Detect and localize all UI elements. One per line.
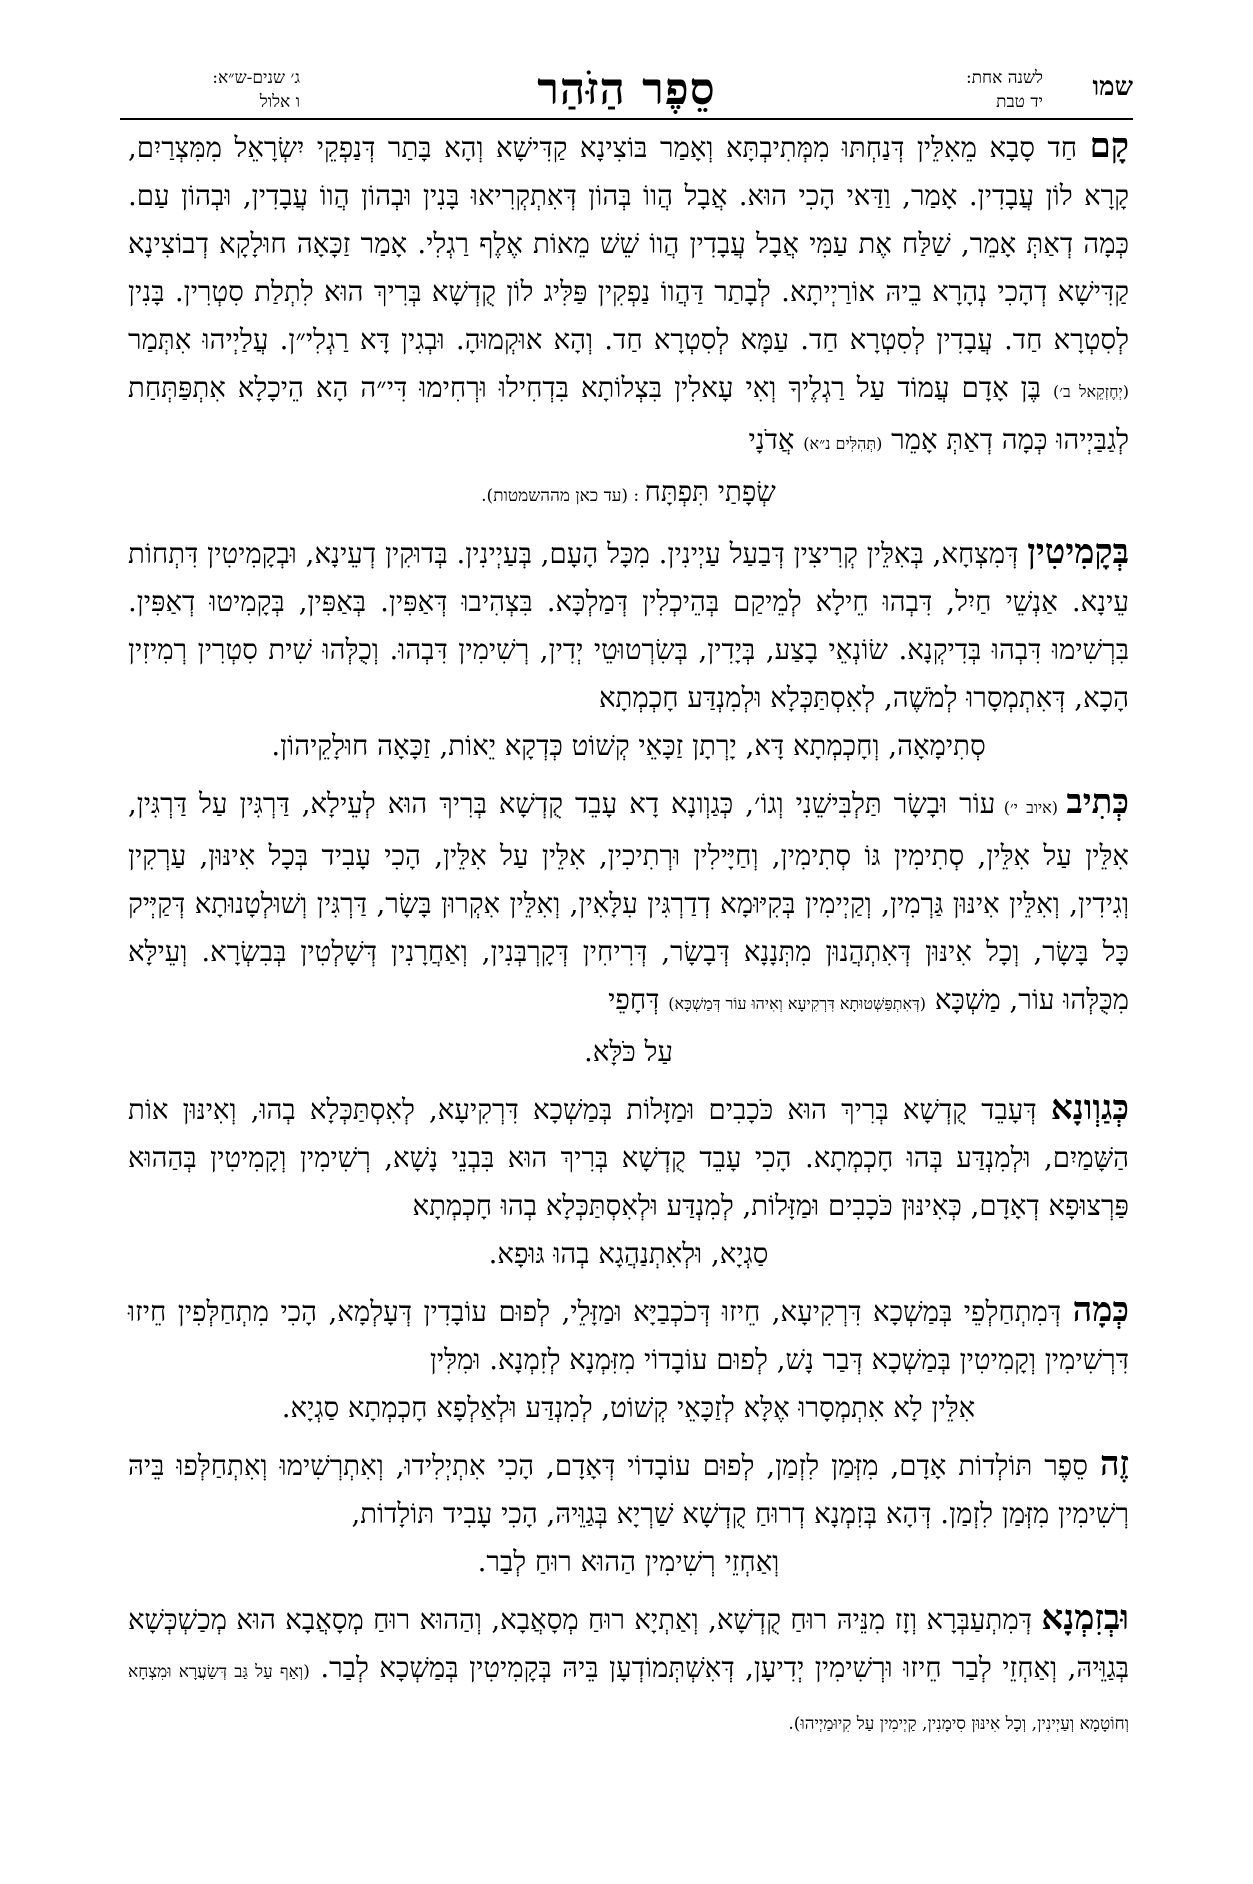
paragraph-lead-word: זֶה xyxy=(1099,1444,1129,1484)
paragraph-text: סֵפֶר תּוֹלְדוֹת אָדָם, מִזְּמַן לִזְמַן, לְפוּם עוֹבָדוֹי דְּאָדָם, הָכִי אִתְיְלִידוּ, וְאִתְרְשִׁימוּ וְאִתְחַלְּפוּ בֵּיהּ רְשִׁימִין מִזְּמַן לִזְמַן. דְּהָא בְּזִמְנָא דְרוּחַ קֻדְשָׁא שַׁרְיָא בְּגַוֵּיהּ, הָכִי עָבִיד תּוֹלָדוֹת, xyxy=(128,1449,1129,1530)
closing-line: אִלֵּין לָא אִתְמְסָרוּ אֶלָּא לְזַכָּאֵי קְשׁוֹט, לְמִנְדַּע וּלְאַלְפָא חָכְמְתָא סַגְיָא. xyxy=(281,1391,976,1424)
paragraph-4-closing xyxy=(128,1230,1129,1278)
page-header xyxy=(120,62,1133,118)
closing-line: סַגְיָא, וּלְאִתְנַהֲגָא בְהוּ גּוּפָא. xyxy=(488,1237,769,1270)
one-year-label: לשנה אחת: xyxy=(965,68,1043,88)
paragraph-3-closing xyxy=(128,1028,1129,1076)
paragraph-lead-word: כְּמָה xyxy=(1072,1290,1129,1330)
parenthetical-note: (וְאַף עַל גַּב דְּשַׂעֲרָא וּמִצְחָא וְחוֹטָמָא וְעַיְינִין, וְכָל אִינּוּן סִימָנִין, קַיְימִין עַל קִיוּמַיְיהוּ). xyxy=(128,1662,1129,1734)
scripture-citation: (יְחֶזְקֵאל ב׳) xyxy=(1053,382,1129,401)
paragraph-text: דְּעָבֵד קֻדְשָׁא בְּרִיךְ הוּא כֹּכָבִים וּמַזָּלוֹת בְּמַשְׁכָא דִּרְקִיעָא, לְאִסְתַּכְּלָא בְהוּ, וְאִינּוּן אוֹת הַשָּׁמַיִם, וּלְמִנְדַּע בְּהוּ חָכְמְתָא. הָכִי עָבֵד קֻדְשָׁא בְּרִיךְ הוּא בִּבְנֵי נָשָׁא, רְשִׁימִין וְקָמִיטִין בְּהַהוּא פַּרְצוּפָא דְאָדָם, כְּאִינּוּן כֹּכָבִים וּמַזָּלוֹת, לְמִנְדַּע וּלְאִסְתַּכְּלָא בְהוּ חָכְמְתָא xyxy=(128,1093,1129,1222)
paragraph-text-cont: בֶּן אָדָם עֲמוֹד עַל רַגְלֶיךָ וְאִי עָאלִין בִּצְלוֹתָא בִּדְחִילוּ וּרְחִימוּ דִּי״ה הָא הֵיכָלָא אִתְפַּתְּחַת לְגַבַּיְיהוּ כְּמָה דְאַתְּ אָמֵר xyxy=(128,371,1129,456)
paragraph-3 xyxy=(128,778,1129,1028)
closing-line: שְׂפָתַי תִּפְתָּח xyxy=(644,475,776,508)
paragraph-7 xyxy=(128,1594,1129,1748)
main-text xyxy=(128,122,1129,1756)
scripture-citation: (איוב י׳) xyxy=(995,798,1067,817)
paragraph-6-closing xyxy=(128,1538,1129,1586)
paragraph-text-cont: דְּחָפֵי xyxy=(608,983,669,1016)
scripture-citation: (תְּהִלִּים נ״א) xyxy=(803,434,883,453)
three-year-label: ג׳ שנים-ש״א: xyxy=(212,68,300,88)
paragraph-5 xyxy=(128,1286,1129,1384)
paragraph-lead-word: קָם xyxy=(1089,126,1129,166)
three-year-schedule xyxy=(120,66,300,114)
paragraph-6 xyxy=(128,1440,1129,1538)
paragraph-lead-word: כְּגַוְונָא xyxy=(1050,1088,1129,1128)
paragraph-2-closing xyxy=(128,722,1129,770)
paragraph-1-closing xyxy=(128,468,1129,520)
paragraph-text: דְּמִתְעַבְּרָא וְזָז מִנֵּיהּ רוּחַ קֻדְשָׁא, וְאַתְיָא רוּחַ מְסָאֲבָא, וְהַהוּא רוּחַ מְסָאֲבָא הוּא מְכַשְׁכְּשָׁא בְּגַוֵּיהּ, וְאַחְזֵי לְבַר חֵיזוּ וּרְשִׁימִין יְדִיעָן, דְּאִשְׁתְּמוֹדְעָן בֵּיהּ בְּקָמִיטִין בְּמַשְׁכָא לְבַר. xyxy=(128,1603,1129,1684)
book-title: סֵפֶר הַזֹּהַר xyxy=(537,64,716,115)
paragraph-lead-word: כְּתִיב xyxy=(1066,782,1130,822)
inline-gloss: (דְּאִתְפַּשְּׁטוּתָא דִּרְקִיעָא וְאִיהוּ עוֹר דְּמַשְׁכָּא) xyxy=(668,994,927,1013)
closing-line: סְתִימָאָה, וְחָכְמְתָא דָּא, יָרְתָן זַכָּאֵי קְשׁוֹט כְּדְקָא יֵאוֹת, זַכָּאָה חוּלָקֵיהוֹן. xyxy=(271,729,986,762)
paragraph-lead-word: וּבְזִמְנָא xyxy=(1041,1598,1129,1638)
paragraph-lead-word: בְּקָמִיטִין xyxy=(1027,532,1129,572)
paragraph-text-cont: אֲדֹנָי xyxy=(748,423,804,456)
one-year-date: יד טבת xyxy=(996,92,1043,112)
closing-line: עַל כֹּלָּא. xyxy=(583,1035,674,1068)
paragraph-text: חַד סָבָא מֵאִלֵּין דְּנַחְתּוּ מִמְּתִיבְתָּא וְאָמַר בּוֹצִינָא קַדִּישָׁא וְהָא בָּתַר דְּנַפְקֵי יִשְׂרָאֵל מִמִּצְרַיִם, קָרָא לוֹן עֲבָדִין. אָמַר, וַדַּאי הָכִי הוּא. אֲבָל הֲווֹ בְּהוֹן דְּאִתְקְרִיאוּ בָּנִין וּבְהוֹן הֲווֹ עֲבָדִין, וּבְהוֹן עַם. כְּמָה דְאַתְּ אָמֵר, שַׁלַּח אֶת עַמִּי אֲבָל עֲבָדִין הֲווֹ שֵׁשׁ מֵאוֹת אֶלֶף רַגְלִי. אָמַר זַכָּאָה חוּלָקָא דְבוֹצִינָא קַדִּישָׁא דְהָכִי נְהָרָא בֵיהּ אוֹרַיְיתָא. לְבָתַר דַּהֲווֹ נַפְקִין פַּלִּיג לוֹן קֻדְשָׁא בְּרִיךְ הוּא לִתְלַת סִטְרִין. בָּנִין לְסִטְרָא חַד. עֲבָדִין לְסִטְרָא חַד. עַמָּא לְסִטְרָא חַד. וְהָא אוּקְמוּהָ. וּבְגִין דָּא רַגְלִי״ן. עֲלַיְיהוּ אִתְּמַר xyxy=(128,131,1129,356)
header-divider xyxy=(120,118,1133,120)
parsha-name: שמו xyxy=(1092,72,1133,102)
three-year-date: ו אלול xyxy=(259,92,300,112)
paragraph-4 xyxy=(128,1084,1129,1230)
paragraph-5-closing xyxy=(128,1384,1129,1432)
paragraph-text: דְּמִצְחָא, בְּאִלֵּין קְרִיצִין דְּבַעַל עַיְינִין. מִכָּל הָעָם, בְּעַיְינִין. בְּדוּקִין דְעֵינָא, וּבְקָמִיטִין דִּתְחוֹת עֵינָא. אַנְשֵׁי חַיִל, דִּבְהוּ חֵילָא לְמֵיקַם בְּהֵיכְלִין דְּמַלְכָּא. בִּצְהִיבוּ דְּאַפִּין. בְּאַפִּין, בְּקָמִיטוּ דְאַפִּין. בִּרְשִׁימוּ דִּבְהוּ בְּדִיקְנָא. שׂוֹנְאֵי בָצַע, בְּיָדִין, בְּשִׂרְטוּטֵי יְדִין, רְשִׁימִין דִּבְהוּ. וְכֻלְּהוּ שִׁית סִטְרִין רְמִיזִין הָכָא, דְּאִתְמְסָרוּ לְמֹשֶׁה, לְאִסְתַּכְּלָא וּלְמִנְדַּע חָכְמְתָא xyxy=(128,537,1129,714)
paragraph-text: עוֹר וּבָשָׂר תַּלְבִּישֵׁנִי וְגוֹ׳, כְּגַוְונָא דָא עָבֵד קֻדְשָׁא בְּרִיךְ הוּא לְעֵילָא, דַּרְגִּין עַל דַּרְגִּין, אִלֵּין עַל אִלֵּין, סְתִימִין גּוֹ סְתִימִין, וְחַיָּילִין וּרְתִיכִין, אִלֵּין עַל אִלֵּין, הָכִי עָבִיד בְּכָל אִינּוּן, עַרְקִין וְגִידִין, וְאִלֵּין אִינּוּן גַּרְמִין, וְקַיְימִין בְּקִיּוּמָא דְדַרְגִּין עִלָּאִין, וְאִלֵּין אִקְרוּן בָּשָׂר, דַּרְגִּין וְשׁוּלְטָנוּתָא דְּקַיְּיק כָּל בָּשָׂר, וְכָל אִינּוּן דְּאִתְהֲנוּן מִתְּנָנָא דְּבָשָׂר, דְּרִיחִין דְּקָרְבְּנִין, וְאַחֲרָנִין דְּשָׁלְטִין בְּבִשְׂרָא. וְעֵילָּא מִכֻּלְּהוּ עוֹר, מַשְׁכָּא xyxy=(128,787,1129,1016)
omission-note: : (עד כאן מההשמטות). xyxy=(481,486,645,506)
paragraph-text: דְּמִתְחַלְפֵי בְּמַשְׁכָא דִּרְקִיעָא, חֵיזוּ דְּכֹכְבַיָּא וּמַזָּלֵי, לְפוּם עוֹבָדִין דְּעָלְמָא, הָכִי מִתְחַלְּפִין חֵיזוּ דִּרְשִׁימִין וְקָמִיטִין בְּמַשְׁכָא דְּבַר נָשׁ, לְפוּם עוֹבָדוֹי מִזִּמְנָא לְזִמְנָא. וּמִלִּין xyxy=(128,1295,1129,1376)
paragraph-1 xyxy=(128,122,1129,468)
closing-line: וְאַחְזֵי רְשִׁימִין הַהוּא רוּחַ לְבַר. xyxy=(477,1545,780,1578)
paragraph-2 xyxy=(128,528,1129,722)
